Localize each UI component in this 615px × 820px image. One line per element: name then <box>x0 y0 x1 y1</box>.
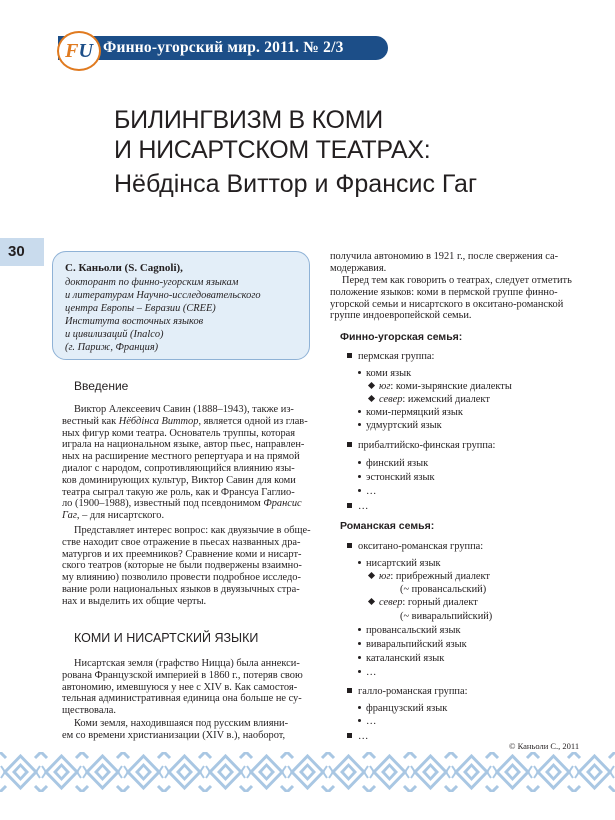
affiliation-line: центра Европы – Евразии (CREE) <box>65 303 216 314</box>
text-line: получила автономию в 1921 г., после свержения са- <box>330 251 559 262</box>
title-line-1: БИЛИНГВИЗМ В КОМИ <box>114 106 383 134</box>
dot-bullet-icon <box>358 642 361 645</box>
tree-item-nissart: нисартский язык <box>358 558 441 569</box>
text-fragment: , – для нисартского. <box>76 510 165 522</box>
text-line: ных на расширение местного репертуара и на прямой <box>62 451 300 463</box>
dot-bullet-icon <box>358 656 361 659</box>
square-bullet-icon <box>347 442 352 447</box>
tree-item-south-note: (~ провансальский) <box>400 584 487 595</box>
affiliation-line: и литературам Научно-исследовательского <box>65 290 261 301</box>
tree-item-perm-group: пермская группа: <box>347 351 434 362</box>
text-line: ков доминирующих культур, Виктор Савин для коми <box>62 474 296 486</box>
text-line <box>62 498 318 510</box>
tree-item-gallo-group: галло-романская группа: <box>347 686 468 697</box>
languages-paragraph-1 <box>62 658 318 717</box>
text-line: ского театров (которые не были подвержены взаимно- <box>62 560 302 572</box>
tree-item-ellipsis: … <box>358 716 376 727</box>
tree-item-komi: коми язык <box>358 368 411 379</box>
languages-paragraph-2 <box>62 718 318 742</box>
diamond-bullet-icon <box>368 382 375 389</box>
dot-bullet-icon <box>358 410 361 413</box>
title-line-2: И НИСАРТСКОМ ТЕАТРАХ: <box>114 136 431 164</box>
fu-family-title: Финно-угорская семья: <box>340 331 463 343</box>
tree-item-catalan: каталанский язык <box>358 653 444 664</box>
text-line: положение языков: коми в пермской группе финно- <box>330 286 558 298</box>
fu-logo: F U <box>57 31 101 71</box>
affiliation-line: и цивилизаций (Inalco) <box>65 329 164 340</box>
text-line: Нисартская земля (графство Ницца) была аннекси- <box>74 658 300 669</box>
diamond-bullet-icon <box>368 395 375 402</box>
tree-item-komi-north: север: ижемский диалект <box>369 394 490 405</box>
text-line <box>62 416 318 428</box>
tree-item-baltic-group: прибалтийско-финская группа: <box>347 440 495 451</box>
dot-bullet-icon <box>358 371 361 374</box>
tree-item-occitan-group: окситано-романская группа: <box>347 541 483 552</box>
dot-bullet-icon <box>358 475 361 478</box>
square-bullet-icon <box>347 353 352 358</box>
right-paragraph-1 <box>330 251 580 275</box>
square-bullet-icon <box>347 543 352 548</box>
tree-item-estonian: эстонский язык <box>358 472 435 483</box>
dot-bullet-icon <box>358 719 361 722</box>
tree-item-ellipsis: … <box>358 486 376 497</box>
dot-bullet-icon <box>358 628 361 631</box>
dot-bullet-icon <box>358 706 361 709</box>
text-line: угорской семьи и нисартского в окситано-романской <box>330 298 564 310</box>
article-title <box>114 105 430 165</box>
affiliation-line: (г. Париж, Франция) <box>65 342 159 353</box>
text-fragment: ло (1900–1988), известный под псевдонимом <box>62 498 264 510</box>
text-line: вание роли национальных языков в двуязычных стра- <box>62 583 300 595</box>
tree-item-ellipsis: … <box>347 731 368 742</box>
tree-item-north-note: (~ виваральпийский) <box>400 611 493 622</box>
tree-item-finnish: финский язык <box>358 458 428 469</box>
text-line: стве находит свое отражение в пьесах названных дра- <box>62 536 301 548</box>
text-line: Перед тем как говорить о театрах, следует отметить <box>342 275 572 286</box>
affiliation-line: Институтa восточных языков <box>65 316 204 327</box>
tree-item-ellipsis: … <box>347 501 368 512</box>
tree-item-komi-south: юг: коми-зырянские диалекты <box>369 381 512 392</box>
article-subtitle: Нёбдінса Виттор и Франсис Гаг <box>114 170 478 198</box>
text-line: ществовала. <box>62 705 116 717</box>
text-line: Коми земля, находившаяся под русским влияни- <box>74 718 289 729</box>
page-number: 30 <box>8 243 25 260</box>
journal-title: Финно-угорский мир. 2011. № 2/3 <box>103 39 344 56</box>
tree-item-french: французский язык <box>358 703 447 714</box>
text-line: автономию, имевшуюся у нее с XIV в. Как самостоя- <box>62 681 298 693</box>
right-paragraph-2 <box>330 275 580 322</box>
intro-paragraph-1 <box>62 404 318 522</box>
text-line: ных фигур коми театра. Основатель труппы, которая <box>62 427 296 439</box>
text-line: матургов и их преемников? Сравнение коми и нисарт- <box>62 548 302 560</box>
dot-bullet-icon <box>358 489 361 492</box>
tree-item-nissart-north: север: горный диалект <box>369 597 478 608</box>
tree-item-provencal: провансальский язык <box>358 625 461 636</box>
text-line: му влиянию) позволило провести подробное исследо- <box>62 572 301 584</box>
text-line: ем со времени христианизации (XIV в.), наоборот, <box>62 729 286 741</box>
text-line: диалог с народом, сопротивляющийся влиянию язы- <box>62 462 295 474</box>
dot-bullet-icon <box>358 461 361 464</box>
square-bullet-icon <box>347 688 352 693</box>
text-line: тельная административная единица она больше не су- <box>62 693 302 705</box>
intro-heading: Введение <box>74 379 129 393</box>
text-fragment: , является одной из глав- <box>198 415 308 427</box>
author-affiliation <box>65 276 305 354</box>
text-line: рована Французской империей в 1860 г., потеряв свою <box>62 669 303 681</box>
diamond-bullet-icon <box>368 572 375 579</box>
intro-paragraph-2 <box>62 525 318 608</box>
affiliation-line: докторант по финно-угорским языкам <box>65 277 239 288</box>
text-line <box>62 510 318 522</box>
languages-heading: КОМИ И НИСАРТСКИЙ ЯЗЫКИ <box>74 631 259 645</box>
tree-item-nissart-south: юг: прибрежный диалект <box>369 571 490 582</box>
dot-bullet-icon <box>358 561 361 564</box>
tree-item-udmurt: удмуртский язык <box>358 420 442 431</box>
text-line: театра сыграл такую же роль, как и Франсуа Гаглио- <box>62 486 295 498</box>
diamond-bullet-icon <box>368 598 375 605</box>
pseudonym: Франсис <box>263 498 302 510</box>
text-line: группе индоевропейской семьи. <box>330 310 472 322</box>
text-fragment: вестный как <box>62 415 119 427</box>
dot-bullet-icon <box>358 423 361 426</box>
dot-bullet-icon <box>358 670 361 673</box>
author-name: С. Каньоли (S. Cagnoli), <box>65 262 183 274</box>
romance-family-title: Романская семья: <box>340 520 435 532</box>
copyright: © Каньоли С., 2011 <box>509 741 580 751</box>
text-line: модержавия. <box>330 262 387 274</box>
ornament-band <box>0 752 615 792</box>
text-line: нах и выделить их общие черты. <box>62 595 207 607</box>
pseudonym: Нёбдінса Виттор <box>118 415 199 427</box>
text-line: играла на национальном языке, автор пьес, направлен- <box>62 439 305 451</box>
square-bullet-icon <box>347 733 352 738</box>
text-line: Виктор Алексеевич Савин (1888–1943), также из- <box>74 404 294 415</box>
pseudonym: Гаг <box>62 510 77 522</box>
square-bullet-icon <box>347 503 352 508</box>
tree-item-vivaro: виваральпийский язык <box>358 639 467 650</box>
tree-item-ellipsis: … <box>358 667 376 678</box>
text-line: Представляет интерес вопрос: как двуязычие в обще- <box>74 525 311 536</box>
tree-item-komi-permyak: коми-пермяцкий язык <box>358 407 463 418</box>
